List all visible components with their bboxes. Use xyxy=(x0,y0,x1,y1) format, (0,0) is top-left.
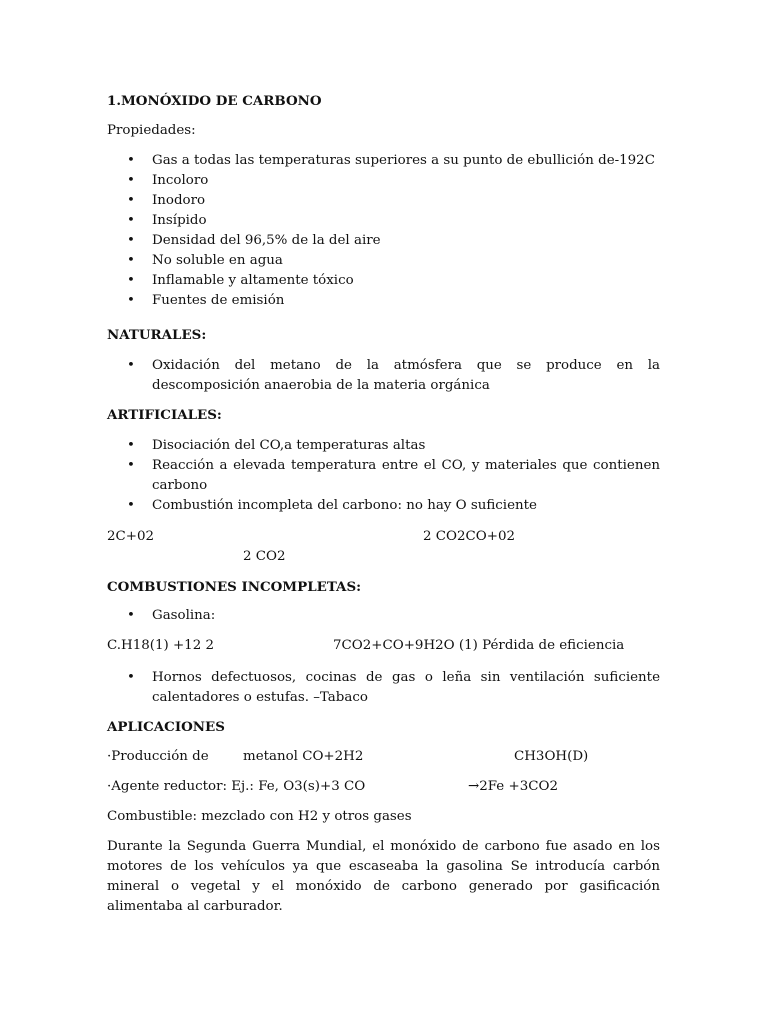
equation-left: 2C+02 xyxy=(107,529,155,544)
app-agente-right: →2Fe +3CO2 xyxy=(468,779,558,794)
list-item: • Densidad del 96,5% de la del aire xyxy=(0,231,660,251)
gasolina-list xyxy=(0,606,660,626)
list-item: • Oxidación del metano de la atmósfera que se produce en la descomposición anaerobia de la materia orgánica xyxy=(0,356,660,396)
list-item: • No soluble en agua xyxy=(0,251,660,271)
list-item: • Fuentes de emisión xyxy=(0,291,660,311)
artificiales-heading: ARTIFICIALES: xyxy=(107,407,222,423)
list-item: • Inflamable y altamente tóxico xyxy=(0,271,660,291)
app-agente-left: ·Agente reductor: Ej.: Fe, O3(s)+3 CO xyxy=(107,779,366,794)
list-item: • Hornos defectuosos, cocinas de gas o leña sin ventilación suficiente calentadores o estufas. –Tabaco xyxy=(0,668,660,708)
history-paragraph: Durante la Segunda Guerra Mundial, el monóxido de carbono fue asado en los motores de los vehículos ya que escaseaba la gasolina Se introducía carbón mineral o vegetal y el monóxido de carbono generado por gasificación alimentaba al carburador. xyxy=(107,839,660,914)
list-item: • Disociación del CO,a temperaturas altas xyxy=(0,436,660,456)
combustible-line: Combustible: mezclado con H2 y otros gases xyxy=(107,809,412,824)
artificiales-list xyxy=(0,436,660,516)
app-produccion-left: ·Producción de xyxy=(107,749,209,764)
list-item: • Inodoro xyxy=(0,191,660,211)
list-item: • Combustión incompleta del carbono: no hay O suficiente xyxy=(0,496,660,516)
propiedades-list xyxy=(0,151,660,311)
hornos-list xyxy=(0,668,660,708)
naturales-heading: NATURALES: xyxy=(107,327,207,343)
list-item: • Incoloro xyxy=(0,171,660,191)
equation-right: 2 CO2CO+02 xyxy=(423,529,516,544)
doc-title: 1.MONÓXIDO DE CARBONO xyxy=(107,93,322,109)
equation-gasolina-left: C.H18(1) +12 2 xyxy=(107,638,215,653)
list-item: • Reacción a elevada temperatura entre el CO, y materiales que contienen carbono xyxy=(0,456,660,496)
equation-gasolina-right: 7CO2+CO+9H2O (1) Pérdida de eficiencia xyxy=(333,638,625,653)
combustiones-heading: COMBUSTIONES INCOMPLETAS: xyxy=(107,579,362,595)
list-item: • Gasolina: xyxy=(0,606,660,626)
aplicaciones-heading: APLICACIONES xyxy=(107,719,225,735)
equation-below: 2 CO2 xyxy=(243,549,286,564)
list-item: • Insípido xyxy=(0,211,660,231)
propiedades-label: Propiedades: xyxy=(107,123,196,138)
app-produccion-right: CH3OH(D) xyxy=(514,749,589,764)
naturales-list xyxy=(0,356,660,396)
list-item: • Gas a todas las temperaturas superiores a su punto de ebullición de-192C xyxy=(0,151,660,171)
app-produccion-mid: metanol CO+2H2 xyxy=(243,749,364,764)
